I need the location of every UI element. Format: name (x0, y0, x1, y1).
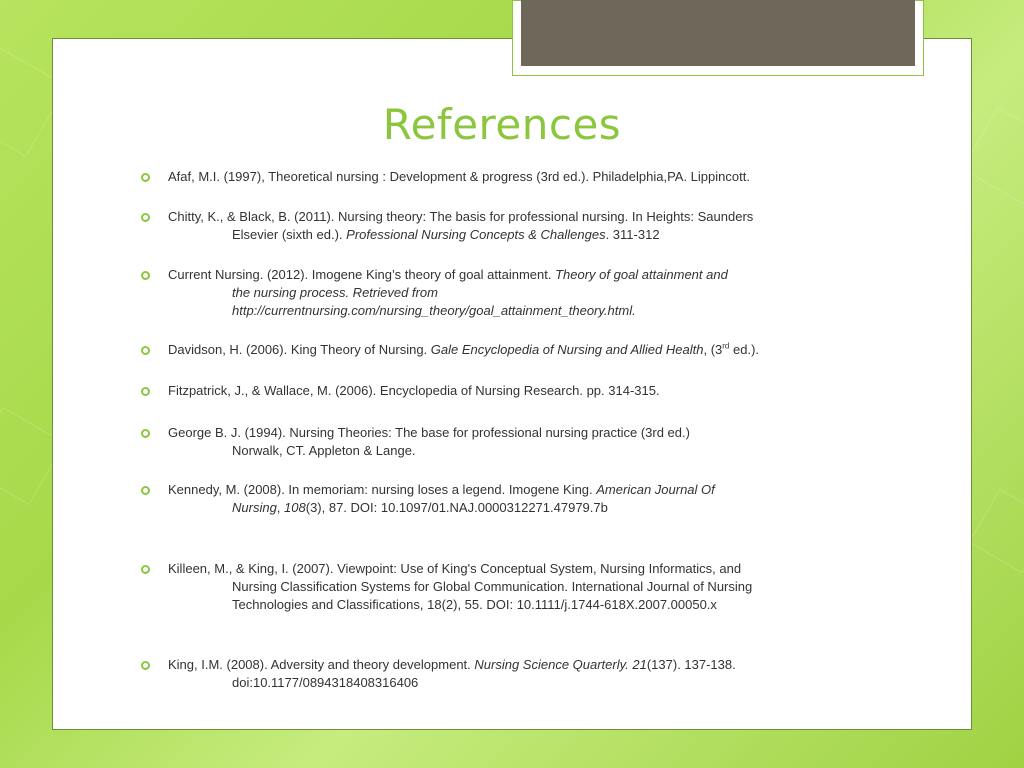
reference-line (168, 382, 868, 400)
reference-line (168, 481, 868, 499)
reference-text: , (3 (703, 342, 723, 357)
bullet-icon (141, 213, 150, 222)
bullet-icon (141, 429, 150, 438)
reference-line (168, 208, 868, 226)
bullet-icon (141, 173, 150, 182)
reference-line (168, 226, 868, 244)
reference-text: Professional Nursing Concepts & Challenges (346, 227, 606, 242)
reference-text: . 311-312 (605, 227, 660, 242)
reference-text: Theory of goal attainment and (555, 267, 728, 282)
reference-text: , (276, 500, 285, 515)
reference-text: Technologies and Classifications, 18(2), 55. DOI: 10.1111/j.1744-618X.2007.00050.x (232, 597, 717, 612)
reference-text: Chitty, K., & Black, B. (2011). Nursing theory: The basis for professional nursing. In Heights: Saunders (168, 209, 754, 224)
reference-text: Nursing Science Quarterly. 21 (474, 657, 647, 672)
reference-text: 108 (284, 500, 306, 515)
bullet-icon (141, 387, 150, 396)
reference-text: Gale Encyclopedia of Nursing and Allied Health (430, 342, 704, 357)
reference-text: http://currentnursing.com/nursing_theory/goal_attainment_theory.html. (232, 303, 636, 318)
reference-text: (137). 137-138. (646, 657, 736, 672)
reference-item (168, 481, 868, 517)
bullet-icon (141, 486, 150, 495)
reference-line (168, 560, 868, 578)
reference-text: Current Nursing. (2012). Imogene King’s theory of goal attainment. (168, 267, 556, 282)
reference-text: (3), 87. DOI: 10.1097/01.NAJ.0000312271.47979.7b (305, 500, 608, 515)
reference-item (168, 656, 868, 692)
reference-text: rd (722, 341, 730, 351)
reference-line (168, 442, 868, 460)
reference-line (168, 284, 868, 302)
reference-text: Norwalk, CT. Appleton & Lange. (232, 443, 416, 458)
reference-item (168, 168, 868, 186)
reference-line (168, 596, 868, 614)
reference-line (168, 578, 868, 596)
reference-text: Nursing (232, 500, 277, 515)
reference-text: Davidson, H. (2006). King Theory of Nursing. (168, 342, 431, 357)
reference-text: Fitzpatrick, J., & Wallace, M. (2006). Encyclopedia of Nursing Research. pp. 314-315. (168, 383, 660, 398)
reference-line (168, 302, 868, 320)
reference-text: Afaf, M.I. (1997), Theoretical nursing : Development & progress (3rd ed.). Philadelphia,PA. Lippincott. (168, 169, 750, 184)
reference-line (168, 674, 868, 692)
reference-line (168, 266, 868, 284)
bullet-icon (141, 346, 150, 355)
reference-item (168, 266, 868, 320)
reference-line (168, 341, 868, 359)
reference-text: Kennedy, M. (2008). In memoriam: nursing loses a legend. Imogene King. (168, 482, 597, 497)
reference-text: Elsevier (sixth ed.). (232, 227, 347, 242)
reference-text: American Journal Of (596, 482, 715, 497)
reference-item (168, 560, 868, 614)
reference-text: the nursing process. Retrieved from (232, 285, 438, 300)
reference-item (168, 341, 868, 359)
reference-line (168, 656, 868, 674)
reference-item (168, 382, 868, 400)
reference-line (168, 499, 868, 517)
reference-text: Killeen, M., & King, I. (2007). Viewpoint: Use of King's Conceptual System, Nursing Informatics, and (168, 561, 742, 576)
reference-text: doi:10.1177/0894318408316406 (232, 675, 419, 690)
page-title: References (382, 100, 622, 149)
reference-item (168, 424, 868, 460)
reference-text: ed.). (729, 342, 760, 357)
reference-item (168, 208, 868, 244)
reference-text: King, I.M. (2008). Adversity and theory development. (168, 657, 475, 672)
reference-text: Nursing Classification Systems for Global Communication. International Journal of Nursing (232, 579, 753, 594)
reference-line (168, 168, 868, 186)
bullet-icon (141, 565, 150, 574)
reference-text: George B. J. (1994). Nursing Theories: The base for professional nursing practice (3rd ed.) (168, 425, 690, 440)
bullet-icon (141, 271, 150, 280)
bullet-icon (141, 661, 150, 670)
reference-line (168, 424, 868, 442)
